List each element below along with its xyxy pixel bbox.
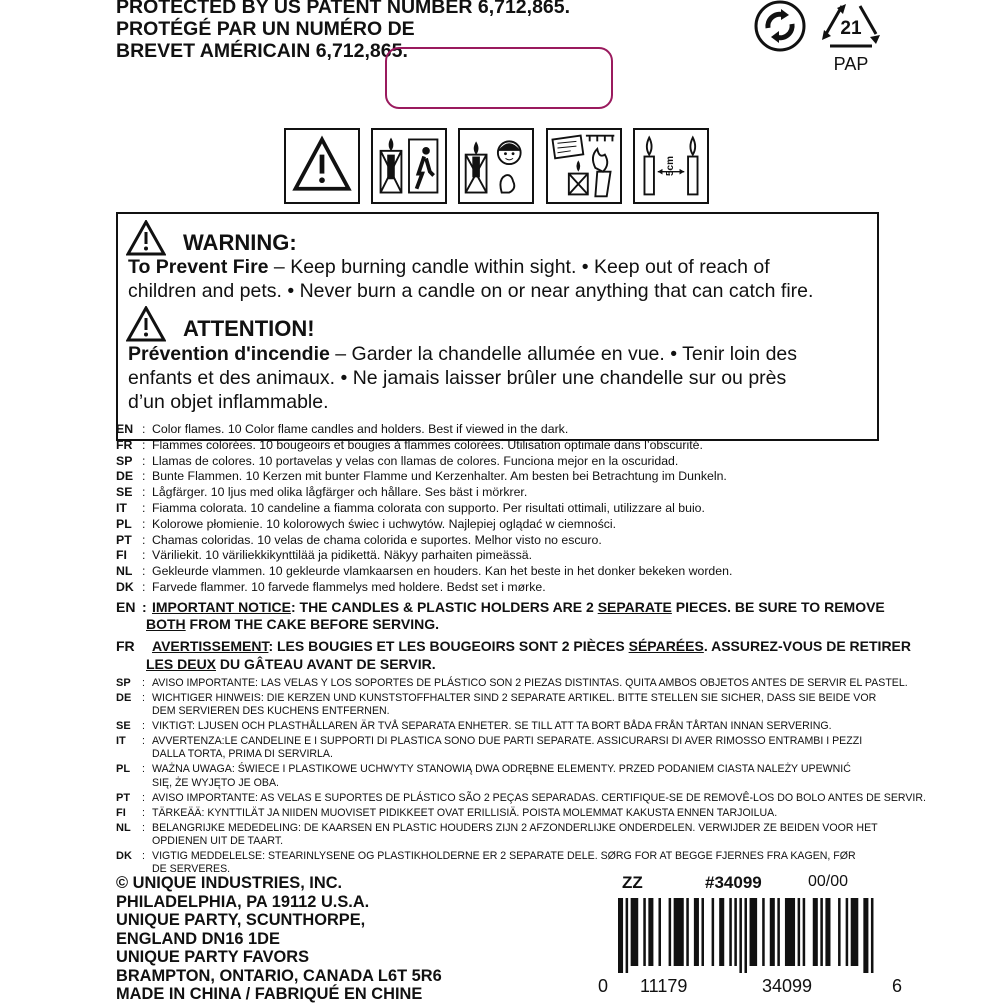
notice-text: WICHTIGER HINWEIS: DIE KERZEN UND KUNSTSTOFFHALTER SIND 2 SEPARATE ARTIKEL. BITTE STELLEN SIE SICHER, DASS SIE BEIDE VOR — [152, 692, 877, 704]
notice-en-line-2 — [146, 616, 439, 633]
notice-en-emph-1: SEPARATE — [597, 599, 672, 615]
company-line-4: ENGLAND DN16 1DE — [116, 929, 280, 948]
notice-en: EN : IMPORTANT NOTICE: THE CANDLES & PLASTIC HOLDERS ARE 2 SEPARATE PIECES. BE SURE TO REMOVE — [116, 599, 885, 615]
barcode-bar — [712, 898, 715, 966]
barcode-bar — [669, 898, 672, 966]
lang-code: SP — [116, 453, 133, 468]
description-en: EN : Color flames. 10 Color flame candles and holders. Best if viewed in the dark. — [116, 422, 569, 436]
lang-code: FR — [116, 437, 133, 452]
no-unattended-candle-icon — [371, 128, 447, 204]
keep-from-children-pets-icon — [458, 128, 534, 204]
barcode-bar — [798, 898, 801, 966]
barcode-bar — [777, 898, 780, 966]
barcode-digit-4: 6 — [892, 976, 903, 996]
notice-en-text-2: PIECES. BE SURE TO REMOVE — [671, 599, 885, 615]
notice-dk: DK : VIGTIG MEDDELELSE: STEARINLYSENE OG PLASTIKHOLDERNE ER 2 SEPARATE DELE. SØRG FOR AT BEGGE FJERNES FRA KAGEN, FØR — [116, 849, 856, 862]
barcode-bar — [739, 898, 742, 973]
barcode-bar — [631, 898, 639, 966]
warning-title: WARNING: — [183, 230, 297, 255]
lang-code: DE — [116, 469, 134, 484]
notice-text: WAŻNA UWAGA: ŚWIECE I PLASTIKOWE UCHWYTY STANOWIĄ DWA ODRĘBNE ELEMENTY. PRZED PODANIEM CIASTA NALEŻY UPEWNIĆ — [152, 763, 851, 776]
warning-fr-lead: Prévention d'incendie — [128, 343, 330, 365]
description-text: Väriliekit. 10 väriliekkikynttilää ja pidikettä. Näkyy parhaiten pimeässä. — [152, 548, 533, 563]
zz-code: ZZ — [622, 873, 643, 892]
attention-title: ATTENTION! — [183, 316, 315, 341]
notice-pt: PT : AVISO IMPORTANTE: AS VELAS E SUPORTES DE PLÁSTICO SÃO 2 PEÇAS SEPARADAS. CERTIFIQUE-SE DE REMOVÊ-LOS DO BOLO ANTES DE SERVIR. — [116, 791, 926, 804]
lang-code: SE — [116, 485, 133, 500]
warning-fr-line-2: enfants et des animaux. • Ne jamais laisser brûler une chandelle sur ou près — [128, 367, 787, 389]
notice-fr-line-2 — [146, 656, 436, 673]
description-pt: PT : Chamas coloridas. 10 velas de chama colorida e suportes. Melhor visto no escuro. — [116, 532, 602, 547]
lang-code: NL — [116, 821, 131, 834]
barcode-digit-1: 0 — [598, 976, 609, 996]
notice-sp: SP : AVISO IMPORTANTE: LAS VELAS Y LOS SOPORTES DE PLÁSTICO SON 2 PIEZAS DISTINTAS. QUITA AMBOS OBJETOS ANTES DE SERVIR EL PASTEL. — [116, 677, 908, 689]
notice-text: BELANGRIJKE MEDEDELING: DE KAARSEN EN PLASTIC HOUDERS ZIJN 2 AFZONDERLIJKE ONDERDELEN. VERWIJDER ZE BEIDEN VOOR HET — [152, 821, 878, 834]
patent-line-3: BREVET AMÉRICAIN 6,712,865. — [116, 40, 408, 62]
barcode-digits-2: 11179 — [640, 976, 688, 996]
patent-line-2: PROTÉGÉ PAR UN NUMÉRO DE — [116, 18, 415, 40]
barcode-bar — [813, 898, 818, 966]
notice-en-text-1: : THE CANDLES & PLASTIC HOLDERS ARE 2 — [290, 599, 598, 615]
pap-21-recycle-icon — [818, 0, 884, 76]
lang-code: EN — [116, 422, 134, 436]
barcode-bar — [686, 898, 689, 966]
notice-text: DE SERVERES. — [152, 863, 231, 875]
pap-number: 21 — [840, 18, 862, 39]
warning-en-line-1 — [128, 255, 770, 279]
description-de: DE : Bunte Flammen. 10 Kerzen mit bunter Flamme und Kerzenhalter. Am besten bei Betrachtung im Dunkeln. — [116, 469, 727, 484]
lang-code: IT — [116, 501, 127, 515]
description-se: SE : Lågfärger. 10 ljus med olika lågfärger och hållare. Ses bäst i mörkrer. — [116, 485, 528, 500]
description-text: Llamas de colores. 10 portavelas y velas con llamas de colores. Funciona mejor en la oscuridad. — [152, 453, 679, 468]
company-line-3: UNIQUE PARTY, SCUNTHORPE, — [116, 911, 366, 929]
warning-en-text-1: – Keep burning candle within sight. • Keep out of reach of — [268, 256, 770, 278]
notice-fr-text-3: DU GÂTEAU AVANT DE SERVIR. — [216, 656, 436, 672]
warning-triangle-icon — [284, 128, 360, 204]
notice-text: DEM SERVIEREN DES KUCHENS ENTFERNEN. — [152, 705, 390, 718]
warning-fr-line-3: d’un objet inflammable. — [128, 391, 329, 413]
notice-fr — [116, 638, 911, 655]
notice-it: IT : AVVERTENZA:LE CANDELINE E I SUPPORTI DI PLASTICA SONO DUE PARTI SEPARATE. ASSICURARSI DI AVER RIMOSSO ENTRAMBI I PEZZI — [116, 735, 863, 748]
description-text: Lågfärger. 10 ljus med olika lågfärger och hållare. Ses bäst i mörkrer. — [152, 485, 528, 500]
notice-pl: PL : WAŻNA UWAGA: ŚWIECE I PLASTIKOWE UCHWYTY STANOWIĄ DWA ODRĘBNE ELEMENTY. PRZED PODANIEM CIASTA NALEŻY UPEWNIĆ — [116, 763, 851, 776]
description-nl: NL : Gekleurde vlammen. 10 gekleurde vlamkaarsen en houders. Kan het beste in het donker bekeken worden. — [116, 564, 733, 579]
notice-fr-emph-1: SÉPARÉES — [628, 638, 704, 654]
description-sp: SP : Llamas de colores. 10 portavelas y velas con llamas de colores. Funciona mejor en la oscuridad. — [116, 453, 679, 468]
company-address — [116, 874, 442, 1004]
lang-code: DK — [116, 849, 132, 862]
notice-de-line-2 — [116, 705, 390, 718]
notice-text: OPDIENEN UIT DE TAART. — [152, 834, 284, 847]
description-text: Bunte Flammen. 10 Kerzen mit bunter Flamme und Kerzenhalter. Am besten bei Betrachtung im Dunkeln. — [152, 469, 727, 484]
sku-number: #34099 — [705, 873, 762, 892]
barcode-bar — [626, 898, 629, 973]
description-text: Kolorowe płomienie. 10 kolorowych świec i uchwytów. Najlepiej oglądać w ciemności. — [152, 516, 617, 531]
barcode-bar — [750, 898, 758, 966]
notice-nl: NL : BELANGRIJKE MEDEDELING: DE KAARSEN EN PLASTIC HOUDERS ZIJN 2 AFZONDERLIJKE ONDERDELEN. VERWIJDER ZE BEIDEN VOOR HET — [116, 821, 878, 834]
lang-code: DK — [116, 580, 134, 594]
barcode-bar — [785, 898, 795, 966]
warning-fr-line-1 — [128, 342, 797, 366]
barcode-digits-3: 34099 — [762, 976, 813, 996]
notice-en-heading: IMPORTANT NOTICE — [152, 599, 291, 615]
company-line-2: PHILADELPHIA, PA 19112 U.S.A. — [116, 892, 370, 911]
lang-code: PT — [116, 791, 131, 804]
barcode-bar — [863, 898, 868, 973]
notice-fr-text-1: : LES BOUGIES ET LES BOUGEOIRS SONT 2 PIÈCES — [268, 638, 629, 654]
lang-code: FI — [116, 806, 126, 819]
barcode-bar — [846, 898, 849, 966]
warning-en-lead: To Prevent Fire — [128, 256, 269, 278]
patent-line-1: PROTECTED BY US PATENT NUMBER 6,712,865. — [116, 0, 571, 18]
notice-text: SIĘ, ŻE WYJĘTO JE OBA. — [152, 776, 279, 789]
barcode-bar — [719, 898, 724, 966]
lang-code: FI — [116, 548, 127, 563]
barcode-bar — [694, 898, 699, 966]
barcode-bar — [701, 898, 704, 966]
pap-label: PAP — [833, 54, 869, 74]
barcode-bar — [643, 898, 646, 966]
description-text: Color flames. 10 Color flame candles and holders. Best if viewed in the dark. — [152, 422, 569, 436]
date-code: 00/00 — [808, 873, 849, 890]
notice-it-line-2 — [116, 748, 333, 761]
notice-en-text-3: FROM THE CAKE BEFORE SERVING. — [185, 616, 439, 632]
barcode-bar — [820, 898, 823, 966]
company-line-7: MADE IN CHINA / FABRIQUÉ EN CHINE — [116, 985, 423, 1003]
warning-fr-text-1: – Garder la chandelle allumée en vue. • Tenir loin des — [329, 343, 798, 365]
barcode-bar — [674, 898, 684, 966]
company-line-5: UNIQUE PARTY FAVORS — [116, 948, 310, 966]
notice-pl-line-2 — [116, 777, 279, 790]
lang-code: NL — [116, 564, 133, 579]
barcode-bar — [825, 898, 830, 966]
notice-text: AVVERTENZA:LE CANDELINE E I SUPPORTI DI PLASTICA SONO DUE PARTI SEPARATE. ASSICURARSI DI AVER RIMOSSO ENTRAMBI I PEZZI — [152, 735, 863, 748]
description-text: Fiamma colorata. 10 candeline a fiamma colorata con supporto. Per risultati ottimali, utilizzare al buio. — [152, 501, 705, 515]
lang-code: DE — [116, 692, 132, 704]
notice-text: AVISO IMPORTANTE: LAS VELAS Y LOS SOPORTES DE PLÁSTICO SON 2 PIEZAS DISTINTAS. QUITA AMBOS OBJETOS ANTES DE SERVIR EL PASTEL. — [152, 677, 908, 689]
barcode-bar — [658, 898, 661, 966]
barcode-bar — [851, 898, 859, 966]
barcode-bar — [871, 898, 874, 973]
notice-text: AVISO IMPORTANTE: AS VELAS E SUPORTES DE PLÁSTICO SÃO 2 PEÇAS SEPARADAS. CERTIFIQUE-SE DE REMOVÊ-LOS DO BOLO ANTES DE SERVIR. — [152, 791, 926, 804]
notice-text: VIGTIG MEDDELELSE: STEARINLYSENE OG PLASTIKHOLDERNE ER 2 SEPARATE DELE. SØRG FOR AT BEGGE FJERNES FRA KAGEN, FØR — [152, 849, 856, 862]
warning-triangle-icon — [126, 220, 166, 256]
distance-label: 5cm — [665, 155, 676, 176]
notice-fr-heading: AVERTISSEMENT — [152, 638, 269, 654]
description-fr: FR : Flammes colorées. 10 bougeoirs et bougies à flammes colorées. Utilisation optimale dans l’obscurité. — [116, 437, 703, 452]
notice-text: TÄRKEÄÄ: KYNTTILÄT JA NIIDEN MUOVISET PIDIKKEET OVAT ERILLISIÄ. POISTA MOLEMMAT KAKUSTA ENNEN TARJOILUA. — [152, 806, 778, 819]
notice-en-code: EN — [116, 599, 136, 615]
notice-nl-line-2 — [116, 835, 283, 848]
description-dk: DK : Farvede flammer. 10 farvede flammelys med holdere. Bedst set i mørke. — [116, 580, 546, 594]
barcode-bar — [762, 898, 765, 966]
lang-code: SE — [116, 720, 131, 733]
warning-box — [116, 212, 879, 441]
company-line-6: BRAMPTON, ONTARIO, CANADA L6T 5R6 — [116, 966, 442, 985]
notice-text: DALLA TORTA, PRIMA DI SERVIRLA. — [152, 748, 333, 761]
barcode-bar — [770, 898, 775, 966]
warning-en-line-2: children and pets. • Never burn a candle on or near anything that can catch fire. — [128, 280, 814, 302]
attention-triangle-icon — [126, 306, 166, 342]
lang-code: IT — [116, 735, 126, 748]
notice-fr-text-2: . ASSUREZ-VOUS DE RETIRER — [703, 638, 911, 654]
description-text: Gekleurde vlammen. 10 gekleurde vlamkaarsen en houders. Kan het beste in het donker bekeken worden. — [152, 564, 733, 579]
lang-code: PL — [116, 516, 132, 531]
barcode — [612, 898, 882, 973]
lang-code: SP — [116, 677, 131, 689]
description-text: Flammes colorées. 10 bougeoirs et bougies à flammes colorées. Utilisation optimale dans l’obscurité. — [152, 437, 703, 452]
notice-en-emph-2: BOTH — [146, 616, 186, 632]
description-fi: FI : Väriliekit. 10 väriliekkikynttilää ja pidikettä. Näkyy parhaiten pimeässä. — [116, 548, 533, 563]
barcode-bar — [744, 898, 747, 973]
notice-fr-code: FR — [116, 638, 135, 654]
description-text: Farvede flammer. 10 farvede flammelys med holdere. Bedst set i mørke. — [152, 580, 546, 594]
lang-code: PL — [116, 763, 131, 776]
barcode-bar — [803, 898, 806, 966]
green-dot-recycle-icon — [754, 0, 806, 52]
notice-text: VIKTIGT: LJUSEN OCH PLASTHÅLLAREN ÄR TVÅ SEPARATA ENHETER. SE TILL ATT TA BORT BÅDA FRÅN TÅRTAN INNAN SERVERING. — [152, 720, 832, 733]
barcode-bar — [618, 898, 623, 973]
description-pl: PL : Kolorowe płomienie. 10 kolorowych świec i uchwytów. Najlepiej oglądać w ciemności. — [116, 516, 617, 531]
company-line-1: © UNIQUE INDUSTRIES, INC. — [116, 874, 343, 892]
description-it: IT : Fiamma colorata. 10 candeline a fiamma colorata con supporto. Per risultati ottimali, utilizzare al buio. — [116, 501, 705, 515]
barcode-bar — [734, 898, 737, 966]
hang-tab-outline — [385, 47, 613, 109]
keep-5cm-apart-icon — [633, 128, 709, 204]
notice-de: DE : WICHTIGER HINWEIS: DIE KERZEN UND KUNSTSTOFFHALTER SIND 2 SEPARATE ARTIKEL. BITTE STELLEN SIE SICHER, DASS SIE BEIDE VOR — [116, 692, 877, 704]
barcode-bar — [838, 898, 841, 966]
barcode-bar — [648, 898, 653, 966]
notice-se: SE : VIKTIGT: LJUSEN OCH PLASTHÅLLAREN ÄR TVÅ SEPARATA ENHETER. SE TILL ATT TA BORT BÅDA FRÅN TÅRTAN INNAN SERVERING. — [116, 720, 832, 733]
barcode-bar — [729, 898, 732, 966]
lang-code: PT — [116, 532, 132, 547]
no-flammables-icon — [546, 128, 622, 204]
notice-fi: FI : TÄRKEÄÄ: KYNTTILÄT JA NIIDEN MUOVISET PIDIKKEET OVAT ERILLISIÄ. POISTA MOLEMMAT KAKUSTA ENNEN TARJOILUA. — [116, 806, 778, 819]
notice-fr-emph-2: LES DEUX — [146, 656, 217, 672]
description-text: Chamas coloridas. 10 velas de chama colorida e suportes. Melhor visto no escuro. — [152, 532, 602, 547]
